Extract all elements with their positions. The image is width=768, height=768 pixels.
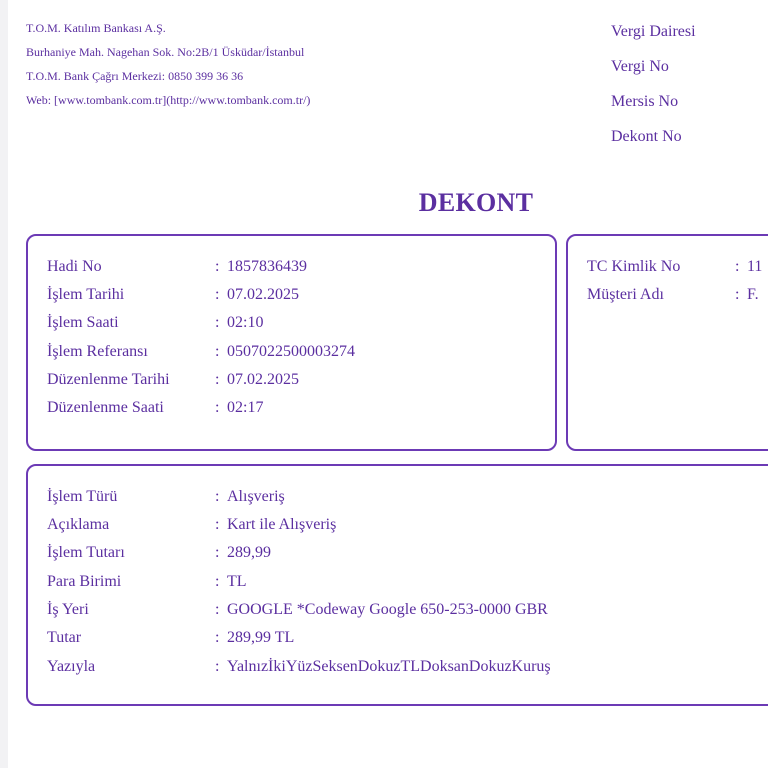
bank-info	[26, 16, 310, 112]
row-label: Düzenlenme Tarihi	[47, 371, 170, 388]
row-colon: :	[215, 629, 220, 646]
row-colon: :	[215, 399, 220, 416]
row-label: Müşteri Adı	[587, 286, 664, 303]
row-value: TL	[227, 573, 247, 590]
row-colon: :	[215, 258, 220, 275]
row-value: Kart ile Alışveriş	[227, 516, 337, 533]
transaction-info-box	[26, 234, 557, 451]
row-value: 07.02.2025	[227, 371, 299, 388]
row-value: 02:10	[227, 314, 264, 331]
row-colon: :	[215, 573, 220, 590]
row-label: İşlem Türü	[47, 488, 118, 505]
vergi-dairesi-label: Vergi Dairesi	[611, 23, 696, 40]
mersis-no-label: Mersis No	[611, 93, 679, 110]
row-colon: :	[215, 286, 220, 303]
row-colon: :	[735, 258, 740, 275]
bank-call-center: T.O.M. Bank Çağrı Merkezi: 0850 399 36 36	[26, 69, 244, 83]
dekont-no-label: Dekont No	[611, 128, 682, 145]
row-label: Yazıyla	[47, 658, 96, 675]
row-value: F.	[747, 286, 759, 303]
row-label: Açıklama	[47, 516, 110, 533]
row-colon: :	[215, 371, 220, 388]
row-label: İşlem Tarihi	[47, 286, 125, 303]
row-colon: :	[215, 488, 220, 505]
row-value: 02:17	[227, 399, 264, 416]
row-label: Tutar	[47, 629, 82, 646]
document-title: DEKONT	[418, 188, 534, 217]
row-value: 1857836439	[227, 258, 307, 275]
row-value: 11	[747, 258, 763, 275]
row-colon: :	[735, 286, 740, 303]
row-value: Alışveriş	[227, 488, 285, 505]
bank-web[interactable]: Web: [www.tombank.com.tr](http://www.tombank.com.tr/)	[26, 93, 311, 107]
row-label: Hadi No	[47, 258, 102, 275]
row-value: 289,99	[227, 544, 271, 561]
row-colon: :	[215, 544, 220, 561]
transaction-details-box	[26, 464, 768, 706]
tax-info	[611, 14, 696, 154]
row-value: YalnızİkiYüzSeksenDokuzTLDoksanDokuzKuruş	[227, 658, 551, 675]
bank-name: T.O.M. Katılım Bankası A.Ş.	[26, 21, 166, 35]
row-value: 0507022500003274	[227, 343, 355, 360]
row-colon: :	[215, 601, 220, 618]
row-label: TC Kimlik No	[587, 258, 681, 275]
vergi-no-label: Vergi No	[611, 58, 669, 75]
row-label: İş Yeri	[47, 601, 89, 618]
receipt-page	[8, 0, 768, 768]
customer-info-box	[566, 234, 768, 451]
row-colon: :	[215, 314, 220, 331]
bank-address: Burhaniye Mah. Nagehan Sok. No:2B/1 Üsküdar/İstanbul	[26, 45, 305, 59]
row-value: 07.02.2025	[227, 286, 299, 303]
row-label: İşlem Tutarı	[47, 544, 125, 561]
row-colon: :	[215, 658, 220, 675]
row-label: Para Birimi	[47, 573, 122, 590]
row-colon: :	[215, 343, 220, 360]
row-colon: :	[215, 516, 220, 533]
row-label: İşlem Saati	[47, 314, 119, 331]
row-value: 289,99 TL	[227, 629, 295, 646]
row-label: İşlem Referansı	[47, 343, 148, 360]
row-value: GOOGLE *Codeway Google 650-253-0000 GBR	[227, 601, 548, 618]
row-label: Düzenlenme Saati	[47, 399, 164, 416]
